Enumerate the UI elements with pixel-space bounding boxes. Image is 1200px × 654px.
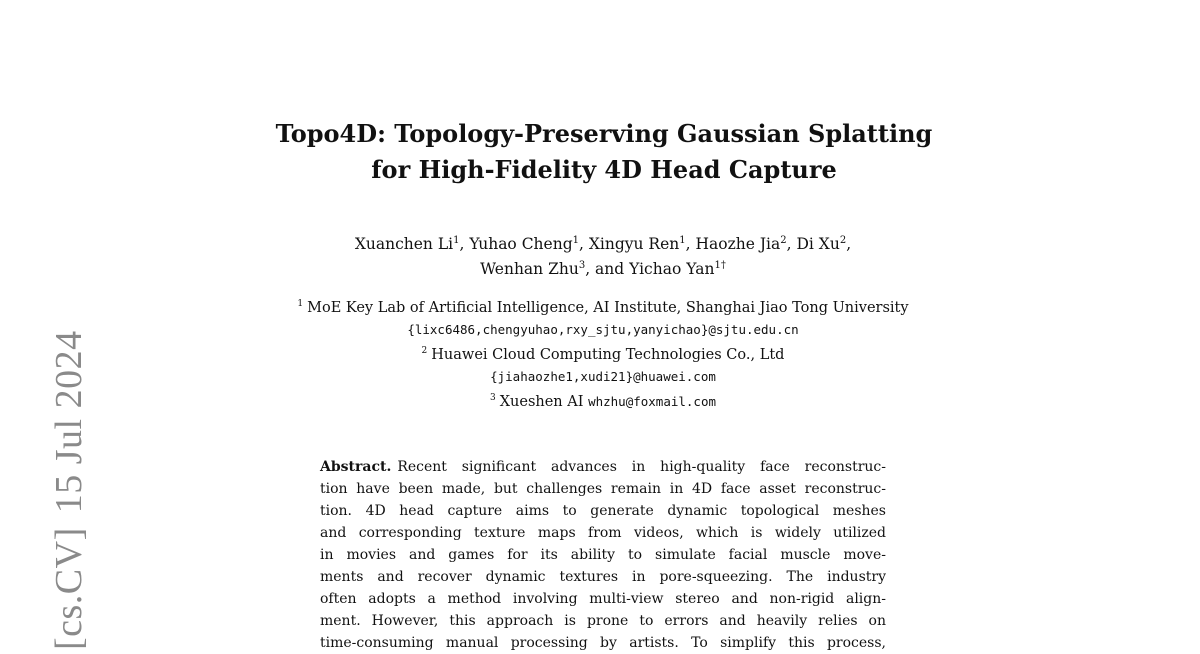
affiliation-name: Xueshen AI	[499, 393, 584, 410]
affiliation-name: Huawei Cloud Computing Technologies Co., Ltd	[431, 346, 785, 363]
abstract-label: Abstract.	[320, 459, 392, 475]
author-mark: 1	[679, 235, 686, 246]
affiliation-email: {jiahaozhe1,xudi21}@huawei.com	[490, 369, 716, 385]
title-line: for High-Fidelity 4D Head Capture	[371, 155, 837, 184]
title-line: Topo4D: Topology-Preserving Gaussian Splatting	[275, 119, 933, 148]
abstract-line: time-consuming manual processing by artists. To simplify this process,	[320, 635, 886, 651]
abstract-line: often adopts a method involving multi-view stereo and non-rigid align-	[320, 591, 886, 607]
author-name: Yichao Yan	[629, 260, 715, 279]
author-name: Haozhe Jia	[695, 235, 781, 254]
affiliation-1	[0, 294, 1200, 319]
affiliation-2	[0, 341, 1200, 366]
author-name: Wenhan Zhu	[480, 260, 579, 279]
abstract-line: and corresponding texture maps from videos, which is widely utilized	[320, 525, 886, 541]
author-name: Di Xu	[796, 235, 840, 254]
author-name: Yuhao Cheng	[469, 235, 573, 254]
arxiv-date: 15 Jul 2024	[48, 330, 90, 514]
author-sep: , and	[585, 260, 630, 279]
arxiv-category: [cs.CV]	[48, 527, 90, 650]
author-list	[0, 230, 1200, 280]
abstract-line: tion. 4D head capture aims to generate dynamic topological meshes	[320, 503, 886, 519]
abstract	[320, 456, 886, 654]
affiliation-email: whzhu@foxmail.com	[588, 393, 717, 409]
affiliation-mark: 1	[297, 299, 304, 309]
author-mark: 1†	[714, 260, 726, 272]
affiliation-block	[0, 294, 1200, 413]
affiliation-mark: 3	[489, 392, 496, 403]
abstract-line: in movies and games for its ability to simulate facial muscle move-	[320, 547, 886, 563]
paper-title	[0, 116, 1200, 188]
author-mark: 1	[572, 235, 579, 246]
author-line	[0, 255, 1200, 280]
author-sep: ,	[685, 235, 696, 254]
abstract-line: ment. However, this approach is prone to errors and heavily relies on	[320, 613, 886, 629]
abstract-line: tion have been made, but challenges remain in 4D face asset reconstruc-	[320, 481, 886, 497]
author-mark: 3	[578, 260, 586, 272]
abstract-line: ments and recover dynamic textures in pore-squeezing. The industry	[320, 569, 886, 585]
author-sep: ,	[786, 235, 797, 254]
affiliation-email: {lixc6486,chengyuhao,rxy_sjtu,yanyichao}@sjtu.edu.cn	[407, 322, 799, 338]
author-sep: ,	[579, 235, 589, 254]
author-name: Xingyu Ren	[588, 235, 680, 254]
affiliation-mark: 2	[421, 345, 428, 356]
affiliation-name: MoE Key Lab of Artificial Intelligence, AI Institute, Shanghai Jiao Tong University	[307, 299, 909, 316]
author-line	[0, 230, 1200, 255]
abstract-text: Recent significant advances in high-quality face reconstruc-	[397, 459, 886, 475]
abstract-line	[320, 456, 886, 478]
author-mark: 2	[839, 235, 847, 246]
author-sep: ,	[846, 235, 852, 254]
author-sep: ,	[459, 235, 470, 254]
author-name: Xuanchen Li	[354, 235, 454, 254]
author-mark: 2	[780, 235, 787, 246]
affiliation-3	[0, 388, 1200, 413]
author-mark: 1	[453, 235, 460, 246]
